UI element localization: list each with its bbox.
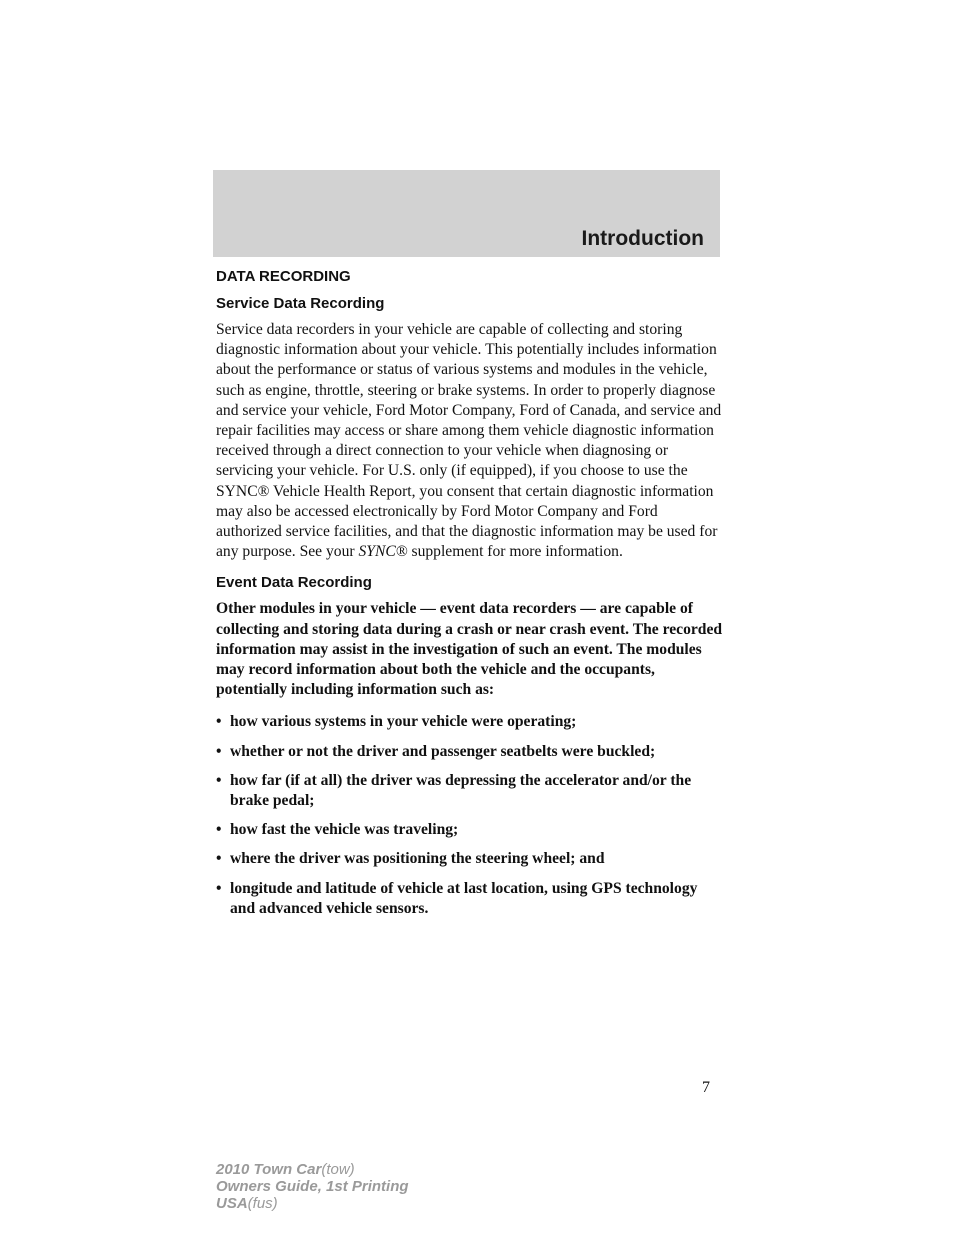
page-content <box>216 268 724 928</box>
footer-market: USA <box>216 1195 248 1212</box>
section-title: Introduction <box>581 227 704 250</box>
list-item-text: how various systems in your vehicle were operating; <box>230 713 577 731</box>
event-data-heading: Event Data Recording <box>216 574 372 592</box>
bullet-icon: • <box>216 742 222 760</box>
event-data-intro: Other modules in your vehicle — event data recorders — are capable of collecting and storing data during a crash or near crash event. The recorded information may assist in the investigation of such an event. The modules may record information about both the vehicle and the occupants, potentially including information such as: <box>216 600 723 699</box>
footer-line-3 <box>216 1195 409 1212</box>
section-header-band <box>213 170 720 257</box>
main-heading: DATA RECORDING <box>216 268 351 285</box>
list-item <box>216 771 724 811</box>
service-data-heading: Service Data Recording <box>216 295 385 312</box>
list-item-text: whether or not the driver and passenger seatbelts were buckled; <box>230 742 656 760</box>
list-item <box>216 879 724 919</box>
list-item <box>216 742 724 762</box>
list-item-text: how fast the vehicle was traveling; <box>230 821 459 839</box>
footer-line-1 <box>216 1161 409 1178</box>
list-item <box>216 849 724 869</box>
footer-line-2 <box>216 1178 409 1195</box>
list-item <box>216 712 724 732</box>
print-footer <box>216 1161 409 1212</box>
bullet-icon: • <box>216 850 222 868</box>
footer-edition: Owners Guide, 1st Printing <box>216 1178 409 1195</box>
sync-reference: SYNC® <box>358 543 408 561</box>
footer-market-code: (fus) <box>247 1195 278 1212</box>
list-item-text: longitude and latitude of vehicle at last location, using GPS technology and advanced vehicle sensors. <box>230 879 698 917</box>
service-text-part1: Service data recorders in your vehicle are capable of collecting and storing diagnostic information about your vehicle. This potentially includes information about the performance or status of various systems and modules in the vehicle, such as engine, throttle, steering or brake systems. In order to properly diagnose and service your vehicle, Ford Motor Company, Ford of Canada, and service and repair facilities may access or share among them vehicle diagnostic information received through a direct connection to your vehicle when diagnosing or servicing your vehicle. For U.S. only (if equipped), if you choose to use the SYNC® Vehicle Health Report, you consent that certain diagnostic information may also be accessed electronically by Ford Motor Company and Ford authorized service facilities, and that the diagnostic information may be used for any purpose. See your <box>216 321 722 561</box>
bullet-icon: • <box>216 713 222 731</box>
event-data-list <box>216 712 724 919</box>
page-number: 7 <box>702 1079 710 1096</box>
service-data-paragraph <box>216 320 724 562</box>
bullet-icon: • <box>216 879 222 897</box>
list-item-text: how far (if at all) the driver was depressing the accelerator and/or the brake pedal; <box>230 771 692 810</box>
bullet-icon: • <box>216 771 222 789</box>
bullet-icon: • <box>216 821 222 839</box>
list-item-text: where the driver was positioning the steering wheel; and <box>230 850 605 868</box>
footer-model: 2010 Town Car <box>216 1161 322 1178</box>
footer-model-code: (tow) <box>321 1161 355 1178</box>
service-text-part2: supplement for more information. <box>407 543 623 561</box>
list-item <box>216 820 724 840</box>
